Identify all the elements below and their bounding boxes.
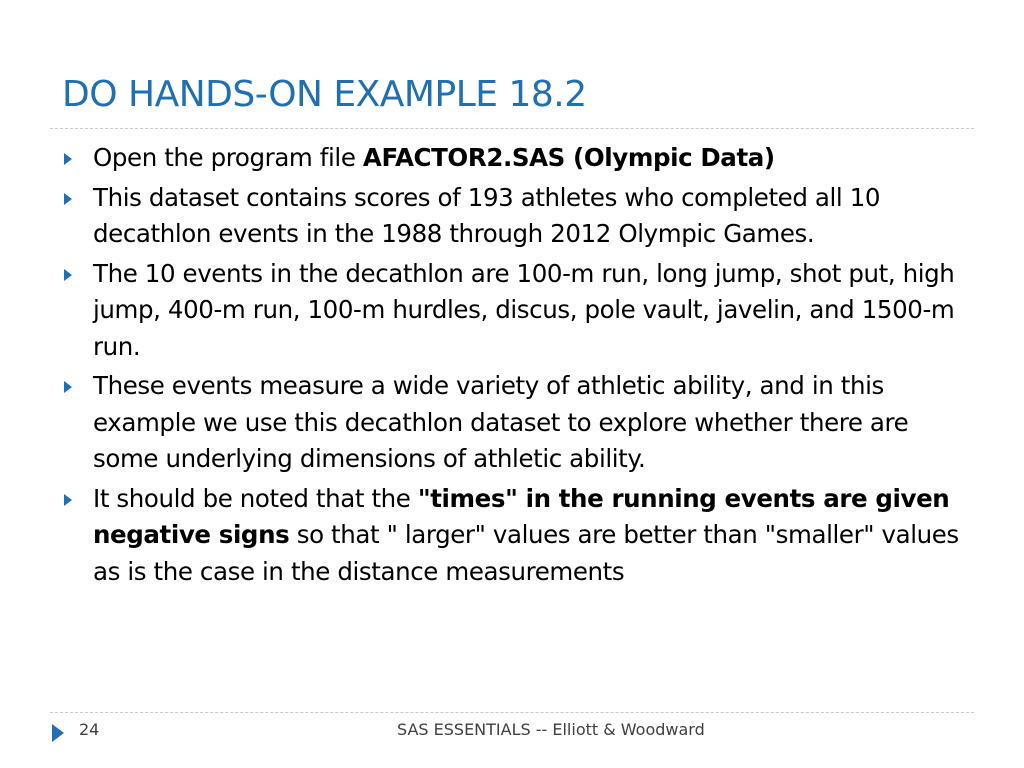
title-divider [50, 128, 974, 129]
bullet-text: These events measure a wide variety of athletic ability, and in this example we use this decathlon dataset to explore whether there are some underlying dimensions of athletic ability. [93, 371, 909, 473]
bullet-text: It should be noted that the [93, 483, 418, 513]
bullet-text: Open the program file [93, 143, 363, 172]
bullet-bold-text: "times" in the running events are given negative signs [93, 483, 950, 549]
bullet-arrow-icon [64, 193, 72, 205]
bullet-text-after: so that " larger" values are better than "smaller" values as is the case in the distance measurements [93, 520, 959, 586]
bullet-item [62, 140, 972, 177]
bullet-text: This dataset contains scores of 193 athletes who completed all 10 decathlon events in the 1988 through 2012 Olympic Games. [93, 182, 881, 248]
bullet-item [62, 256, 972, 366]
bullet-arrow-icon [64, 153, 72, 165]
bullet-text: The 10 events in the decathlon are 100-m run, long jump, shot put, high jump, 400-m run, 100-m hurdles, discus, pole vault, javelin, and 1500-m run. [93, 258, 955, 361]
footer-text: SAS ESSENTIALS -- Elliott & Woodward [397, 720, 705, 739]
bullet-list [62, 140, 972, 593]
slide-title: DO HANDS-ON EXAMPLE 18.2 [62, 74, 587, 115]
footer-divider [50, 712, 974, 713]
bullet-item [62, 481, 972, 591]
bullet-arrow-icon [64, 494, 72, 506]
bullet-arrow-icon [64, 269, 72, 281]
footer-arrow-icon [52, 724, 64, 742]
page-number: 24 [79, 720, 100, 739]
bullet-arrow-icon [64, 381, 72, 393]
bullet-item [62, 180, 972, 253]
bullet-item [62, 368, 972, 478]
bullet-bold-text: AFACTOR2.SAS (Olympic Data) [362, 143, 775, 172]
